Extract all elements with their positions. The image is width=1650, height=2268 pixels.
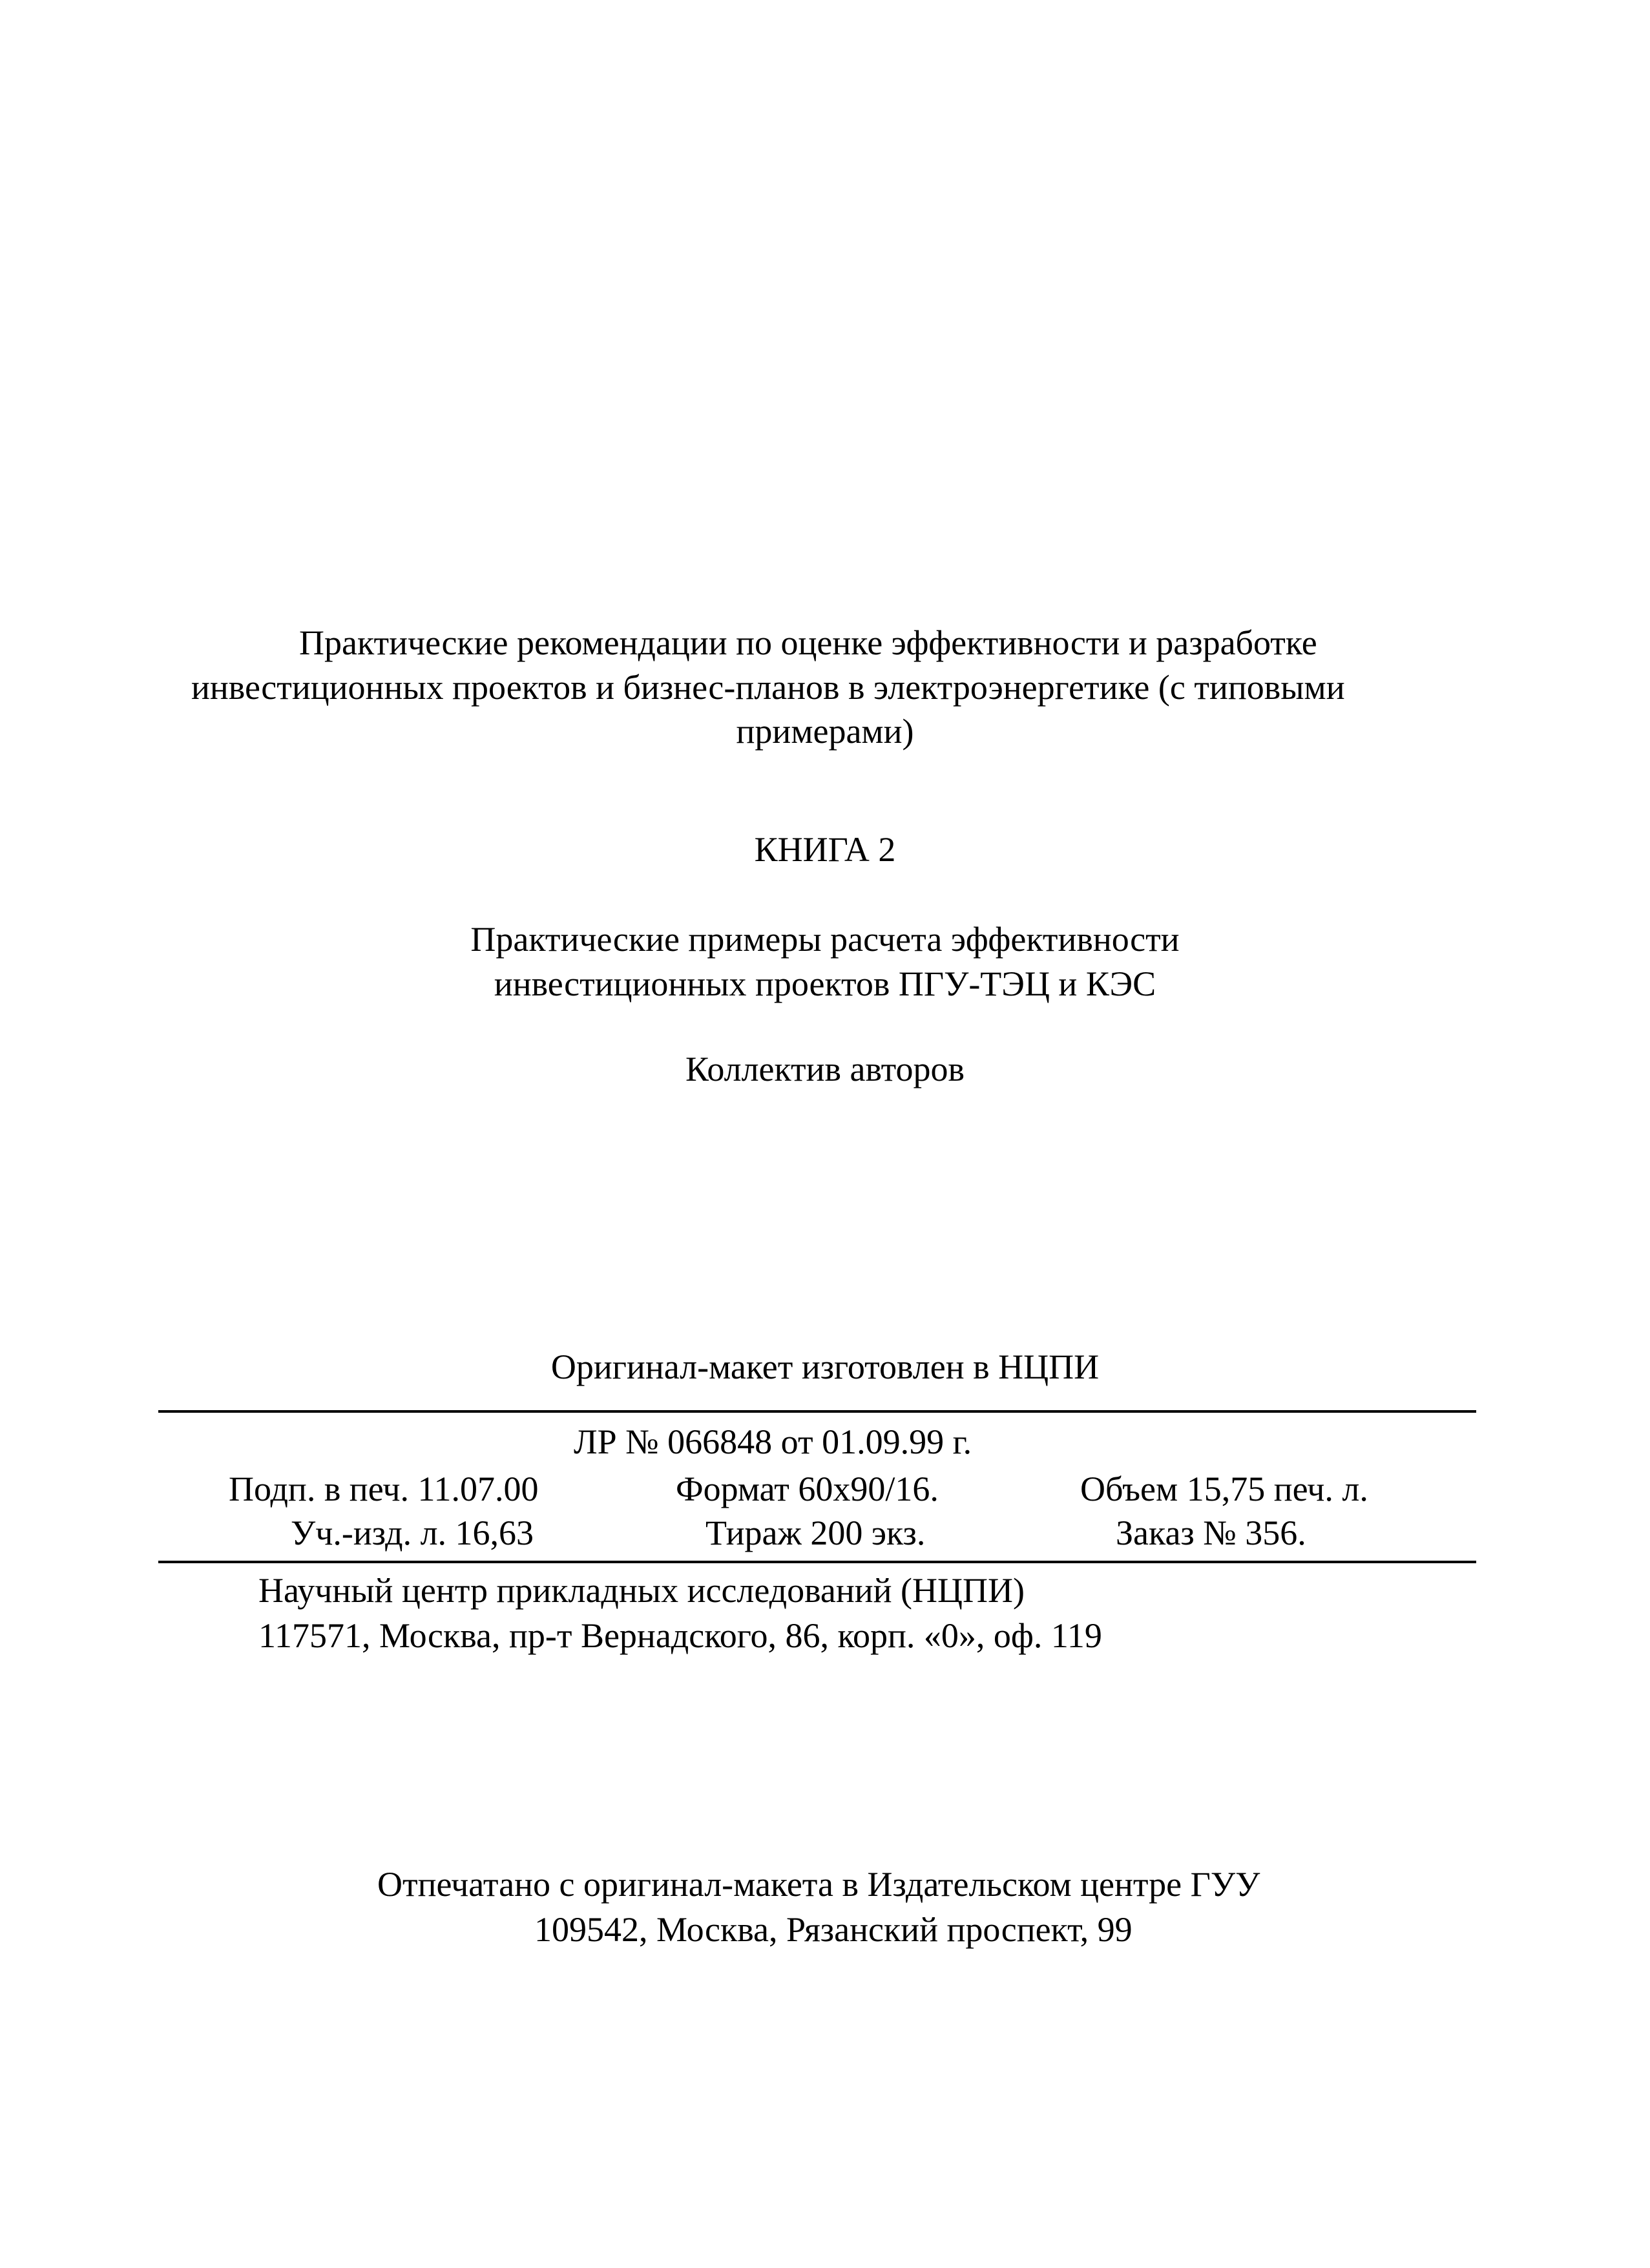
title-line-1: Практические рекомендации по оценке эффективности и разработке xyxy=(299,623,1317,662)
publisher-address: 117571, Москва, пр-т Вернадского, 86, корп. «0», оф. 119 xyxy=(258,1616,1102,1655)
layout-made-note: Оригинал-макет изготовлен в НЦПИ xyxy=(550,1347,1100,1386)
printer-address: 109542, Москва, Рязанский проспект, 99 xyxy=(534,1910,1133,1949)
subtitle-line-1: Практические примеры расчета эффективности xyxy=(470,920,1180,959)
order-number: Заказ № 356. xyxy=(1116,1514,1306,1552)
top-rule xyxy=(158,1410,1476,1413)
license-number: ЛР № 066848 от 01.09.99 г. xyxy=(574,1422,972,1461)
edition-sheets: Уч.-изд. л. 16,63 xyxy=(291,1514,534,1552)
title-line-3: примерами) xyxy=(736,712,914,751)
title-line-2: инвестиционных проектов и бизнес-планов в электроэнергетике (с типовыми xyxy=(191,668,1345,707)
publisher-name: Научный центр прикладных исследований (НЦПИ) xyxy=(258,1571,1025,1610)
authors: Коллектив авторов xyxy=(685,1050,965,1088)
bottom-rule xyxy=(158,1561,1476,1563)
print-run: Тираж 200 экз. xyxy=(705,1514,926,1552)
paper-format: Формат 60х90/16. xyxy=(676,1470,939,1508)
book-number: КНИГА 2 xyxy=(754,830,896,869)
printer-name: Отпечатано с оригинал-макета в Издательском центре ГУУ xyxy=(377,1865,1260,1904)
print-volume: Объем 15,75 печ. л. xyxy=(1080,1470,1368,1508)
signed-to-print: Подп. в печ. 11.07.00 xyxy=(229,1470,539,1508)
subtitle-line-2: инвестиционных проектов ПГУ-ТЭЦ и КЭС xyxy=(494,964,1156,1003)
